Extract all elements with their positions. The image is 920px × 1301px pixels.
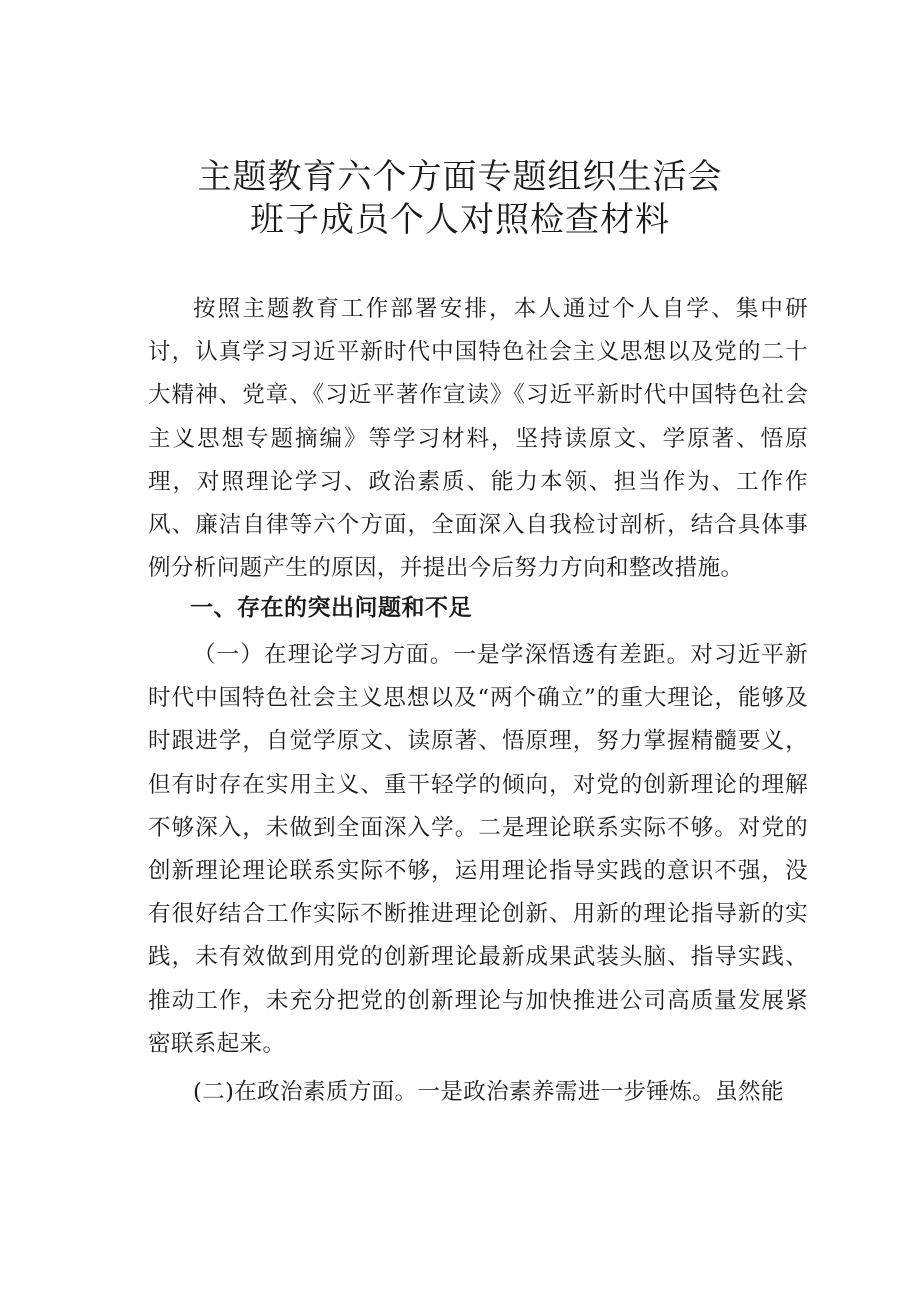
document-title-line-2: 班子成员个人对照检查材料: [250, 200, 670, 240]
intro-paragraph: 按照主题教育工作部署安排，本人通过个人自学、集中研讨，认真学习习近平新时代中国特色社会主义思想以及党的二十大精神、党章、《习近平著作宣读》《习近平新时代中国特色社会主义思想专题摘编》等学习材料，坚持读原文、学原著、悟原理，对照理论学习、政治素质、能力本领、担当作为、工作作风、廉洁自律等六个方面，全面深入自我检讨剖析，结合具体事例分析问题产生的原因，并提出今后努力方向和整改措施。: [148, 296, 808, 582]
paragraph-theory-study: （一）在理论学习方面。一是学深悟透有差距。对习近平新时代中国特色社会主义思想以及“两个确立”的重大理论，能够及时跟进学，自觉学原文、读原著、悟原理，努力掌握精髓要义，但有时存在实用主义、重干轻学的倾向，对党的创新理论的理解不够深入，未做到全面深入学。二是理论联系实际不够。对党的创新理论理论联系实际不够，运用理论指导实践的意识不强，没有很好结合工作实际不断推进理论创新、用新的理论指导新的实践，未有效做到用党的创新理论最新成果武装头脑、指导实践、推动工作，未充分把党的创新理论与加快推进公司高质量发展紧密联系起来。: [148, 642, 808, 1057]
section-heading-problems: 一、存在的突出问题和不足: [190, 595, 472, 621]
document-title-line-1: 主题教育六个方面专题组织生活会: [197, 157, 723, 197]
paragraph-political-quality: (二)在政治素质方面。一是政治素养需进一步锤炼。虽然能: [193, 1079, 784, 1105]
